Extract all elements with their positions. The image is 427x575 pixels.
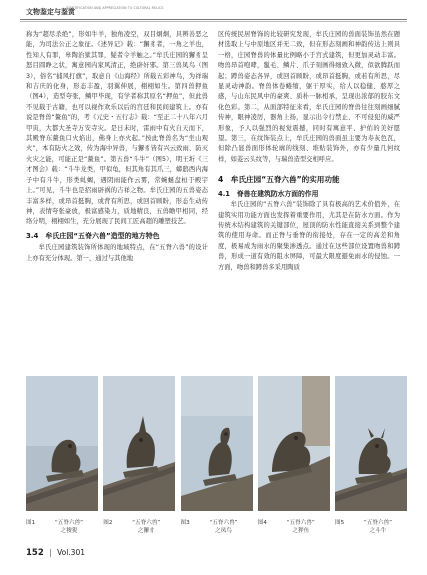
phoenix-photo-image bbox=[181, 376, 253, 511]
body-paragraph: 牟氏庄园建筑装饰所体现的地域特点，在“五脊六兽”的设计上亦有充分体现。第一，通过与其他地 bbox=[26, 244, 208, 262]
figure-4-photo bbox=[258, 376, 330, 511]
figure-title: “五脊六兽” bbox=[286, 520, 315, 526]
figure-title: “五脊六兽” bbox=[363, 520, 393, 526]
figure-1-caption bbox=[26, 519, 98, 535]
journal-header bbox=[0, 0, 427, 26]
douniu-photo-image bbox=[335, 376, 407, 511]
suanni-photo-image bbox=[26, 376, 98, 511]
journal-subtitle-en: IDENTIFICATION AND APPRECIATION TO CULTURAL RELICS bbox=[66, 6, 164, 10]
header-rule bbox=[20, 19, 407, 20]
left-column bbox=[26, 30, 208, 264]
figure-number: 图4 bbox=[257, 520, 267, 526]
figure-captions bbox=[26, 519, 407, 535]
figure-name: 之獬豸 bbox=[137, 528, 155, 534]
journal-title: 文物鉴定与鉴赏 bbox=[26, 8, 75, 16]
figure-number: 图3 bbox=[180, 520, 190, 526]
figure-number: 图1 bbox=[26, 520, 36, 526]
figure-name: 之狻猊 bbox=[60, 528, 78, 534]
figure-5-photo bbox=[335, 376, 407, 511]
figure-title: “五脊六兽” bbox=[54, 520, 84, 526]
figure-2-caption bbox=[103, 519, 175, 535]
page-footer bbox=[26, 548, 85, 558]
xiayu-photo-image bbox=[258, 376, 330, 511]
figure-name: 之凤鸟 bbox=[215, 528, 232, 534]
figure-2-photo bbox=[103, 376, 175, 511]
figure-name: 之狎鱼 bbox=[292, 528, 310, 534]
figure-name: 之斗牛 bbox=[369, 528, 387, 534]
xiezhi-photo-image bbox=[103, 376, 175, 511]
section-heading-4-1: 4.1 脊兽在建筑防水方面的作用 bbox=[218, 189, 319, 198]
section-heading-4: 4 牟氏庄园“五脊六兽”的实用功能 bbox=[218, 175, 340, 185]
figure-3-photo bbox=[181, 376, 253, 511]
figure-3-caption bbox=[181, 519, 253, 535]
volume-number: Vol.301 bbox=[57, 548, 85, 557]
figure-1-photo bbox=[26, 376, 98, 511]
footer-separator: | bbox=[49, 548, 52, 557]
figure-number: 图5 bbox=[335, 520, 345, 526]
body-paragraph: 牟氏庄园的“五脊六兽”装饰除了具有极高的艺术价值外，在建筑实用功能方面也发挥着重要作用，尤其是在防水方面。作为传统木结构建筑的关键部位，屋顶的防水性能直接关系到整个建筑的使用寿命。而正脊与垂脊的衔接处，存在一定的高差和角度，极易成为雨水的聚集渗透点。通过在这些部位设置吻兽和蹲兽，形成一道有效的阻水屏障，可最大限度避免雨水的侵蚀。一方面，吻兽和蹲兽多采用陶质 bbox=[218, 201, 400, 271]
figure-5-caption bbox=[335, 519, 407, 535]
figure-4-caption bbox=[258, 519, 330, 535]
header-rule-thin bbox=[20, 21, 407, 22]
figure-photo-strip bbox=[26, 376, 407, 511]
body-paragraph: 区传统民居脊饰的比较研究发现，牟氏庄园的兽面装饰虽然在题材选取上与中原地区并无二致，但在形态刻画和神韵传达上则具一格，庄园脊兽的体量比例略小于宫式建筑，但更加灵动丰富。吻兽昂首咆哮，鬣毛、鳞片、爪子刻画得细致入微，似欲腾跃而起；蹲兽姿态各异，或回首顾盼，或昂首挺胸，或若有所思，尽显灵动神韵。脊兽体卷蜷缩，躯干厚实，给人以稳健、憨厚之感，与山东民风中的豪爽、质朴一脉相承，呈现出浓郁的胶东文化色彩。第二，从面部特征来看，牟氏庄园的脊兽往往刻画细腻传神，眼神凌厉，器角上扬，显示出令行禁止、不可侵犯的威严形象，予人以强烈的视觉震撼，同时有寓意平、护佑的美好愿望。第三，在纹饰装点上，牟氏庄园的兽面虽主要为寿灰色瓦，但除凸显兽面形体轮廓的线刻、堆贴装饰外，亦有少量几何纹样，如菱云头纹等，与瑞兽造型交相呼应。 bbox=[218, 31, 400, 163]
figure-title: “五脊六兽” bbox=[132, 520, 161, 526]
section-heading-3-4: 3.4 牟氏庄园“五脊六兽”造型的地方特色 bbox=[26, 231, 160, 240]
right-column bbox=[218, 30, 400, 273]
figure-number: 图2 bbox=[103, 520, 113, 526]
figure-title: “五脊六兽” bbox=[209, 520, 238, 526]
body-paragraph: 称为“超尽杀绝”，形如牛羊，独角凌空，双目炯炯，具辨善恶之能，为司法公正之象征。《述异记》载：“獬豸者，一角之羊也，性知人有罪，皋陶治狱其罪，疑者令羊触之。”牟氏庄园的獬豸呈怒目圆睁之状，寓意园内家风清正，绝辟奸邪。第三兽凤鸟（图3），俗名“捕风打旗”，取意自《山海经》所载五彩神鸟，为祥瑞和吉庆的化身，形态丰盈，羽翼伸展，栩栩如生。第四兽狎鱼（图4），造型夸张，鳞甲毕现，有学者称其原名“押鱼”，但此兽不见载于古籍，也可以视作欢乐以后的宫廷和民间建筑上。亦有说是脊兽“鳌鱼”的，考《元史・五行志》载：“至正二十八年六月甲寅，大都大圣寺万安寺灾。是日未时，雷雨中有火自天而下，其殿脊东鳌鱼口火焰出，佛身上亦火起。”按此脊兽名为“坐山观火”，本有防火之效，传为海中异兽，与獬豸皆有兴云致雨、防灭火灾之能，可能正是“鳌鱼”。第五兽“斗牛”（图5），明王圻《三才图会》载：“斗牛龙类，甲似龟，但其角有其爪三，蟒鸱西内海子中有斗牛，形类虬蝎，遇阴雨能作云雾，常蜿蜒盘桓于殿宇上。”可见，斗牛也是招雨辟祸的吉祥之物。牟氏庄园的五兽姿态丰富多样，或昂首挺胸，或背有所思，或回首顾盼，形态生动传神，表情夸张豪放，极富感染力，质地精良，五兽瞻甲相同，经络分明，栩栩如生，充分展现了民间工匠高超的雕塑技艺。 bbox=[26, 31, 208, 226]
page-number: 152 bbox=[26, 548, 44, 558]
